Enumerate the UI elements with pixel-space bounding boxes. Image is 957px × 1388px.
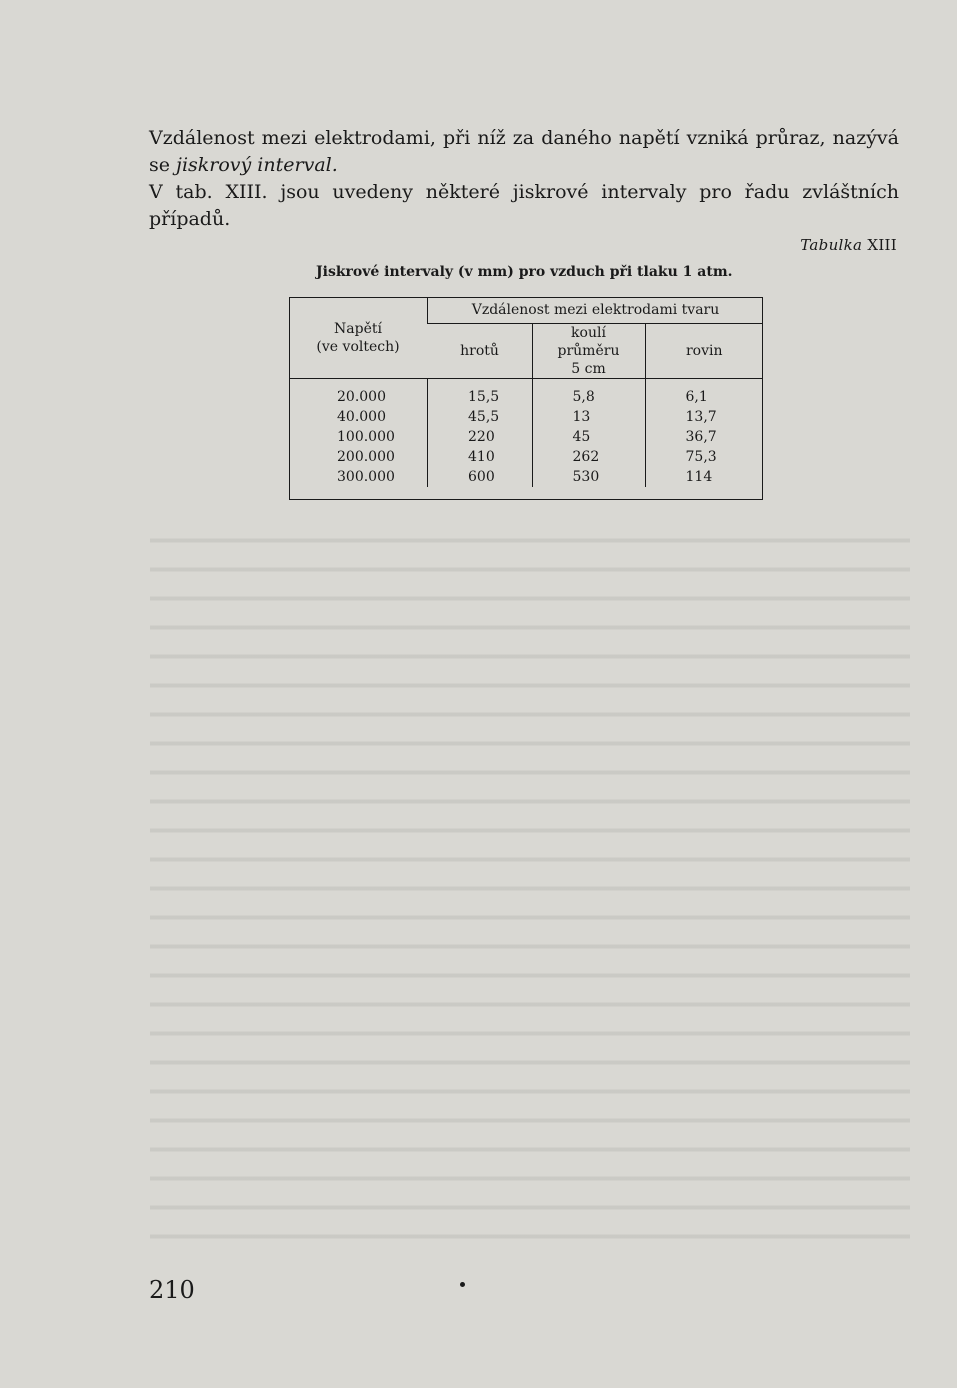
- print-dot: [460, 1282, 465, 1287]
- term-jiskrovy-interval: jiskrový interval.: [176, 154, 338, 176]
- cell-hrotu: 600: [428, 467, 533, 487]
- cell-hrotu: 15,5: [428, 379, 533, 408]
- paragraph-table-reference-text: V tab. XIII. jsou uvedeny některé jiskrové intervaly pro řadu zvláštních případů.: [149, 181, 899, 230]
- header-group: Vzdálenost mezi elektrodami tvaru: [428, 297, 764, 324]
- cell-hrotu: 410: [428, 447, 533, 467]
- cell-napeti: 200.000: [337, 449, 395, 465]
- page-number: 210: [149, 1276, 195, 1304]
- table-label-word: Tabulka: [800, 236, 863, 254]
- cell-rovin: 75,3: [645, 447, 763, 467]
- table-label: [800, 236, 897, 254]
- header-napeti-line2: (ve voltech): [316, 338, 400, 355]
- paragraph-definition-text: Vzdálenost mezi elektrodami, při níž za daného napětí vzniká průraz, nazývá se: [149, 127, 899, 176]
- table-row: [289, 379, 763, 408]
- cell-hrotu: 45,5: [428, 407, 533, 427]
- header-hrotu: hrotů: [460, 343, 499, 359]
- header-kouli-line2: průměru: [557, 343, 620, 359]
- table-row: [289, 467, 763, 487]
- cell-napeti: 40.000: [337, 409, 386, 425]
- cell-rovin: 36,7: [645, 427, 763, 447]
- header-kouli-line1: koulí: [571, 325, 606, 341]
- cell-napeti: 20.000: [337, 389, 386, 405]
- header-kouli-line3: 5 cm: [571, 361, 606, 377]
- cell-napeti: 100.000: [337, 429, 395, 445]
- cell-kouli: 45: [532, 427, 645, 447]
- paragraph-definition: [149, 125, 899, 179]
- table-label-number: XIII: [867, 236, 897, 254]
- cell-rovin: 6,1: [645, 379, 763, 408]
- table-row: [289, 427, 763, 447]
- header-napeti-line1: Napětí: [334, 320, 382, 337]
- show-through-texture: [150, 520, 910, 1260]
- table-title: Jiskrové intervaly (v mm) pro vzduch při tlaku 1 atm.: [316, 264, 733, 280]
- header-napeti: [289, 297, 428, 379]
- cell-hrotu: 220: [428, 427, 533, 447]
- cell-kouli: 5,8: [532, 379, 645, 408]
- header-kouli: [532, 324, 645, 379]
- cell-kouli: 530: [532, 467, 645, 487]
- paragraph-table-reference: [149, 179, 899, 233]
- table-row: [289, 447, 763, 467]
- spark-gap-table: [289, 297, 763, 487]
- cell-napeti: 300.000: [337, 469, 395, 485]
- header-rovin: rovin: [645, 324, 763, 379]
- cell-rovin: 114: [645, 467, 763, 487]
- cell-kouli: 13: [532, 407, 645, 427]
- cell-rovin: 13,7: [645, 407, 763, 427]
- cell-kouli: 262: [532, 447, 645, 467]
- table-row: [289, 407, 763, 427]
